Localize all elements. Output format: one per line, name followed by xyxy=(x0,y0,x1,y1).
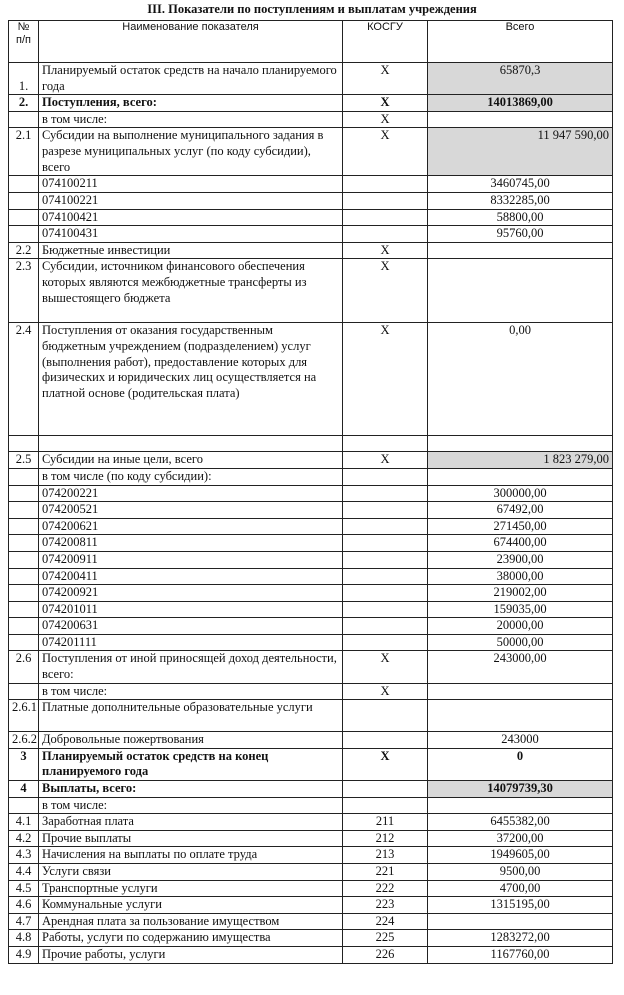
row-total: 9500,00 xyxy=(428,864,613,881)
row-name: 074100421 xyxy=(39,209,343,226)
table-row xyxy=(9,128,613,176)
table-row xyxy=(9,226,613,243)
row-total: 95760,00 xyxy=(428,226,613,243)
row-name: Начисления на выплаты по оплате труда xyxy=(39,847,343,864)
row-kosgu: Х xyxy=(343,242,428,259)
row-total: 38000,00 xyxy=(428,568,613,585)
row-name: Поступления от иной приносящей доход деятельности, всего: xyxy=(39,651,343,683)
row-name: Поступления от оказания государственным бюджетным учреждением (подразделением) услуг (выполнения работ), предоставление которых для физических и юридических лиц осуществляется на платной основе (родительская плата) xyxy=(39,323,343,436)
row-number xyxy=(9,585,39,602)
row-number: 4 xyxy=(9,781,39,798)
row-total xyxy=(428,436,613,452)
row-kosgu: 225 xyxy=(343,930,428,947)
row-name: в том числе: xyxy=(39,683,343,700)
row-kosgu xyxy=(343,732,428,749)
table-row xyxy=(9,913,613,930)
row-name: 074100211 xyxy=(39,176,343,193)
table-row xyxy=(9,618,613,635)
row-number xyxy=(9,226,39,243)
row-name: 074200631 xyxy=(39,618,343,635)
table-row xyxy=(9,323,613,436)
row-name: 074200921 xyxy=(39,585,343,602)
section-title: III. Показатели по поступлениям и выплатам учреждения xyxy=(147,2,477,16)
row-name: Субсидии, источником финансового обеспечения которых являются межбюджетные трансферты из вышестоящего бюджета xyxy=(39,259,343,323)
table-row xyxy=(9,551,613,568)
row-total: 20000,00 xyxy=(428,618,613,635)
row-name: Платные дополнительные образовательные услуги xyxy=(39,700,343,732)
row-total xyxy=(428,913,613,930)
row-kosgu xyxy=(343,551,428,568)
row-name: Работы, услуги по содержанию имущества xyxy=(39,930,343,947)
row-total: 159035,00 xyxy=(428,601,613,618)
row-kosgu: Х xyxy=(343,651,428,683)
row-total: 1949605,00 xyxy=(428,847,613,864)
table-row xyxy=(9,452,613,469)
row-name: в том числе: xyxy=(39,797,343,814)
row-name: Прочие работы, услуги xyxy=(39,946,343,963)
row-kosgu: Х xyxy=(343,452,428,469)
row-kosgu: 222 xyxy=(343,880,428,897)
row-number: 4.5 xyxy=(9,880,39,897)
row-number: 4.2 xyxy=(9,830,39,847)
table-row xyxy=(9,781,613,798)
row-number xyxy=(9,111,39,128)
row-number: 4.7 xyxy=(9,913,39,930)
row-total: 4700,00 xyxy=(428,880,613,897)
row-name: 074201011 xyxy=(39,601,343,618)
row-total: 50000,00 xyxy=(428,634,613,651)
row-kosgu: Х xyxy=(343,95,428,112)
row-number: 3 xyxy=(9,748,39,780)
table-row xyxy=(9,864,613,881)
table-row xyxy=(9,683,613,700)
table-row xyxy=(9,485,613,502)
row-kosgu xyxy=(343,585,428,602)
row-number: 2.1 xyxy=(9,128,39,176)
row-kosgu xyxy=(343,568,428,585)
row-number xyxy=(9,601,39,618)
row-name: 074200911 xyxy=(39,551,343,568)
header-kosgu: КОСГУ xyxy=(343,21,428,63)
row-kosgu xyxy=(343,226,428,243)
row-total: 58800,00 xyxy=(428,209,613,226)
row-number: 1. xyxy=(9,63,39,95)
row-total xyxy=(428,700,613,732)
row-kosgu: Х xyxy=(343,323,428,436)
row-name: Планируемый остаток средств на начало планируемого года xyxy=(39,63,343,95)
table-row xyxy=(9,468,613,485)
row-number xyxy=(9,502,39,519)
table-row xyxy=(9,601,613,618)
row-total: 6455382,00 xyxy=(428,814,613,831)
table-row xyxy=(9,732,613,749)
table-row xyxy=(9,847,613,864)
row-total xyxy=(428,468,613,485)
row-total: 1167760,00 xyxy=(428,946,613,963)
row-kosgu xyxy=(343,781,428,798)
row-total xyxy=(428,797,613,814)
row-name: Поступления, всего: xyxy=(39,95,343,112)
row-number xyxy=(9,634,39,651)
row-name: Заработная плата xyxy=(39,814,343,831)
table-row xyxy=(9,95,613,112)
row-name: 074200411 xyxy=(39,568,343,585)
row-kosgu xyxy=(343,601,428,618)
row-kosgu: 211 xyxy=(343,814,428,831)
row-name: 074200221 xyxy=(39,485,343,502)
row-kosgu xyxy=(343,535,428,552)
row-number xyxy=(9,535,39,552)
row-number xyxy=(9,468,39,485)
table-row xyxy=(9,518,613,535)
row-name: Транспортные услуги xyxy=(39,880,343,897)
table-header-row xyxy=(9,21,613,63)
row-number: 4.1 xyxy=(9,814,39,831)
row-total: 243000,00 xyxy=(428,651,613,683)
row-name: Арендная плата за пользование имуществом xyxy=(39,913,343,930)
row-name: 074100431 xyxy=(39,226,343,243)
row-total: 243000 xyxy=(428,732,613,749)
row-kosgu: Х xyxy=(343,111,428,128)
row-kosgu: Х xyxy=(343,259,428,323)
row-kosgu: Х xyxy=(343,128,428,176)
row-total xyxy=(428,259,613,323)
row-kosgu: 221 xyxy=(343,864,428,881)
table-row xyxy=(9,436,613,452)
row-number xyxy=(9,551,39,568)
row-kosgu: Х xyxy=(343,63,428,95)
row-number: 4.8 xyxy=(9,930,39,947)
header-total: Всего xyxy=(428,21,613,63)
row-kosgu xyxy=(343,209,428,226)
row-kosgu: 212 xyxy=(343,830,428,847)
row-kosgu xyxy=(343,468,428,485)
row-number: 2.6 xyxy=(9,651,39,683)
row-name: 074201111 xyxy=(39,634,343,651)
table-row xyxy=(9,209,613,226)
header-num: № п/п xyxy=(9,21,39,63)
row-number xyxy=(9,568,39,585)
row-number xyxy=(9,797,39,814)
row-total: 1315195,00 xyxy=(428,897,613,914)
table-row xyxy=(9,748,613,780)
row-kosgu xyxy=(343,176,428,193)
row-total xyxy=(428,111,613,128)
row-name: 074200621 xyxy=(39,518,343,535)
row-name: Субсидии на выполнение муниципального задания в разрезе муниципальных услуг (по коду субсидии), всего xyxy=(39,128,343,176)
row-number: 2.2 xyxy=(9,242,39,259)
table-row xyxy=(9,111,613,128)
row-kosgu xyxy=(343,502,428,519)
header-name: Наименование показателя xyxy=(39,21,343,63)
row-total: 3460745,00 xyxy=(428,176,613,193)
row-kosgu xyxy=(343,634,428,651)
row-number xyxy=(9,436,39,452)
row-number xyxy=(9,192,39,209)
row-total: 271450,00 xyxy=(428,518,613,535)
row-total: 65870,3 xyxy=(428,63,613,95)
row-kosgu xyxy=(343,700,428,732)
row-number xyxy=(9,518,39,535)
row-kosgu: 224 xyxy=(343,913,428,930)
row-total xyxy=(428,242,613,259)
row-total: 300000,00 xyxy=(428,485,613,502)
row-total: 219002,00 xyxy=(428,585,613,602)
table-row xyxy=(9,63,613,95)
row-number: 4.3 xyxy=(9,847,39,864)
row-number: 2.3 xyxy=(9,259,39,323)
row-number xyxy=(9,209,39,226)
row-name xyxy=(39,436,343,452)
table-row xyxy=(9,930,613,947)
row-name: Выплаты, всего: xyxy=(39,781,343,798)
table-row xyxy=(9,259,613,323)
row-name: 074200521 xyxy=(39,502,343,519)
row-name: Коммунальные услуги xyxy=(39,897,343,914)
row-number: 2.6.1 xyxy=(9,700,39,732)
row-total: 0,00 xyxy=(428,323,613,436)
row-kosgu: 223 xyxy=(343,897,428,914)
table-row xyxy=(9,242,613,259)
row-total: 0 xyxy=(428,748,613,780)
table-row xyxy=(9,192,613,209)
row-kosgu xyxy=(343,436,428,452)
row-name: 074100221 xyxy=(39,192,343,209)
row-total: 23900,00 xyxy=(428,551,613,568)
table-row xyxy=(9,700,613,732)
row-kosgu: 226 xyxy=(343,946,428,963)
row-kosgu: Х xyxy=(343,683,428,700)
row-total: 674400,00 xyxy=(428,535,613,552)
row-kosgu xyxy=(343,192,428,209)
row-total: 14013869,00 xyxy=(428,95,613,112)
row-total: 8332285,00 xyxy=(428,192,613,209)
table-row xyxy=(9,814,613,831)
row-name: в том числе: xyxy=(39,111,343,128)
row-number: 2. xyxy=(9,95,39,112)
row-kosgu: 213 xyxy=(343,847,428,864)
row-number xyxy=(9,485,39,502)
table-row xyxy=(9,634,613,651)
row-number: 4.4 xyxy=(9,864,39,881)
row-kosgu xyxy=(343,485,428,502)
row-number: 2.4 xyxy=(9,323,39,436)
table-row xyxy=(9,946,613,963)
row-number: 2.5 xyxy=(9,452,39,469)
row-total: 67492,00 xyxy=(428,502,613,519)
row-name: Услуги связи xyxy=(39,864,343,881)
row-kosgu: Х xyxy=(343,748,428,780)
row-total: 14079739,30 xyxy=(428,781,613,798)
row-name: в том числе (по коду субсидии): xyxy=(39,468,343,485)
table-row xyxy=(9,502,613,519)
row-number xyxy=(9,176,39,193)
table-row xyxy=(9,585,613,602)
table-row xyxy=(9,897,613,914)
row-number: 4.9 xyxy=(9,946,39,963)
row-number xyxy=(9,683,39,700)
table-row xyxy=(9,880,613,897)
row-total: 1 823 279,00 xyxy=(428,452,613,469)
row-total: 37200,00 xyxy=(428,830,613,847)
row-name: Планируемый остаток средств на конец планируемого года xyxy=(39,748,343,780)
row-kosgu xyxy=(343,797,428,814)
row-name: Добровольные пожертвования xyxy=(39,732,343,749)
indicators-table xyxy=(8,20,613,964)
table-row xyxy=(9,830,613,847)
table-row xyxy=(9,651,613,683)
row-number: 2.6.2 xyxy=(9,732,39,749)
row-total: 1283272,00 xyxy=(428,930,613,947)
table-row xyxy=(9,176,613,193)
table-row xyxy=(9,568,613,585)
row-total xyxy=(428,683,613,700)
row-number: 4.6 xyxy=(9,897,39,914)
row-kosgu xyxy=(343,518,428,535)
table-row xyxy=(9,535,613,552)
row-total: 11 947 590,00 xyxy=(428,128,613,176)
row-name: Прочие выплаты xyxy=(39,830,343,847)
table-row xyxy=(9,797,613,814)
row-name: Субсидии на иные цели, всего xyxy=(39,452,343,469)
row-number xyxy=(9,618,39,635)
row-kosgu xyxy=(343,618,428,635)
row-name: 074200811 xyxy=(39,535,343,552)
row-name: Бюджетные инвестиции xyxy=(39,242,343,259)
